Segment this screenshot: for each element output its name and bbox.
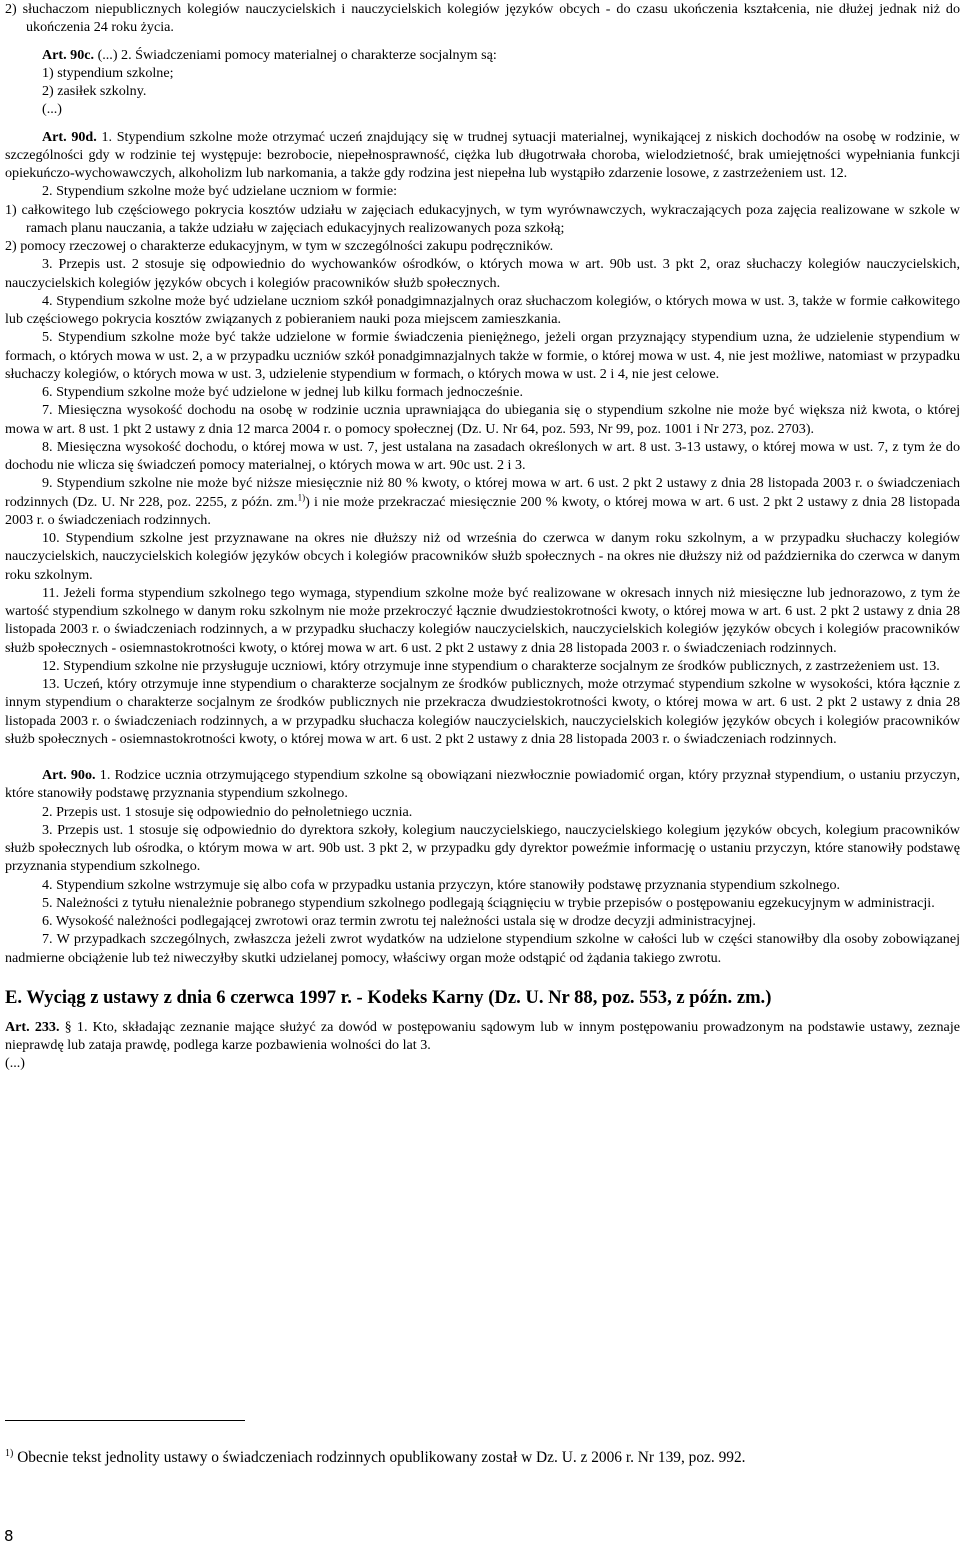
art-90d-paragraph-2-item-1: 1) całkowitego lub częściowego pokrycia kosztów udziału w zajęciach edukacyjnych, w tym wyrównawczych, wykraczających poza zajęcia realizowane w szkole w ramach planu nauczania, a także udziału w zajęciach edukacyjnych realizowanych poza szkołą;: [5, 201, 960, 236]
art-90c-ellipsis: (...): [42, 101, 62, 118]
art-233-ellipsis: (...): [5, 1055, 25, 1072]
art-233-text: § 1. Kto, składając zeznanie mające służyć za dowód w postępowaniu sądowym lub w innym postępowaniu prowadzonym na podstawie ustawy, zeznaje nieprawdę lub zataja prawdę, podlega karze pozbawienia wolności do lat 3.: [5, 1018, 960, 1053]
art-90d-paragraph-3: 3. Przepis ust. 2 stosuje się odpowiednio do wychowanków ośrodków, o których mowa w art. 90b ust. 3 pkt 2, oraz słuchaczy kolegiów nauczycielskich, nauczycielskich kolegiów języków obcych i kolegiów pracowników służb społecznych.: [5, 256, 960, 291]
page-number: 8: [4, 1527, 14, 1545]
art-90c-text: (...) 2. Świadczeniami pomocy materialnej o charakterze socjalnym są:: [94, 46, 497, 63]
intro-item-2: 2) słuchaczom niepublicznych kolegiów nauczycielskich i nauczycielskich kolegiów języków obcych - do czasu ukończenia kształcenia, nie dłużej jednak niż do ukończenia 24 roku życia.: [5, 1, 960, 36]
art-233-paragraph: [5, 1018, 960, 1055]
art-90o-paragraph-6: 6. Wysokość należności podlegającej zwrotowi oraz termin zwrotu tej należności ustala się w drodze decyzji administracyjnej.: [42, 913, 756, 929]
art-90d-paragraph-6: 6. Stypendium szkolne może być udzielone w jednej lub kilku formach jednocześnie.: [42, 384, 524, 400]
art-90o-paragraph-4: 4. Stypendium szkolne wstrzymuje się albo cofa w przypadku ustania przyczyn, które stanowiły podstawę przyznania stypendium szkolnego.: [42, 876, 841, 893]
art-90d-paragraph-1: [5, 128, 960, 183]
art-90d-paragraph-2: 2. Stypendium szkolne może być udzielane uczniom w formie:: [42, 183, 397, 200]
document-body: [5, 0, 960, 1073]
footnote-marker: 1): [5, 1448, 14, 1460]
art-90d-paragraph-7: 7. Miesięczna wysokość dochodu na osobę w rodzinie ucznia uprawniająca do ubiegania się o stypendium szkolne nie może być większa niż kwota, o której mowa w art. 8 ust. 1 pkt 2 ustawy z dnia 12 marca 2004 r. o pomocy społecznej (Dz. U. Nr 64, poz. 593, Nr 99, poz. 1001 i Nr 273, poz. 2703).: [5, 402, 960, 437]
art-90d-paragraph-13: 13. Uczeń, który otrzymuje inne stypendium o charakterze socjalnym ze środków publicznych, może otrzymać stypendium szkolne w wysokości, która łącznie z innym stypendium o charakterze socjalnym ze środków publicznych nie przekracza dwudziestokrotności kwoty, o której mowa w art. 6 ust. 2 pkt 2 ustawy z dnia 28 listopada 2003 r. o świadczeniach rodzinnych, a w przypadku słuchacza kolegiów nauczycielskich, nauczycielskich kolegiów języków obcych i kolegiów pracowników służb społecznych - osiemnastokrotności kwoty, o której mowa w art. 6 ust. 2 pkt 2 ustawy z dnia 28 listopada 2003 r. o świadczeniach rodzinnych.: [5, 676, 960, 747]
art-90c-item-1: 1) stypendium szkolne;: [42, 64, 174, 81]
footnote-text: Obecnie tekst jednolity ustawy o świadczeniach rodzinnych opublikowany został w Dz. U. z 2006 r. Nr 139, poz. 992.: [13, 1449, 746, 1467]
art-90d-paragraph-4: 4. Stypendium szkolne może być udzielane uczniom szkół ponadgimnazjalnych oraz słuchaczom kolegiów, o których mowa w ust. 3, także w formie całkowitego lub częściowego pokrycia kosztów związanych z pobieraniem nauki poza miejscem zamieszkania.: [5, 292, 960, 327]
footnote: [5, 1448, 955, 1468]
art-90d-paragraph-8: 8. Miesięczna wysokość dochodu, o której mowa w ust. 7, jest ustalana na zasadach określonych w art. 8 ust. 3-13 ustawy, o której mowa w ust. 7, z tym że do dochodu nie wlicza się świadczeń pomocy materialnej, o których mowa w art. 90c ust. 2 i 3.: [5, 438, 960, 473]
art-90o-paragraph-5: 5. Należności z tytułu nienależnie pobranego stypendium szkolnego podlegają ściągnięciu w trybie przepisów o postępowaniu egzekucyjnym w administracji.: [42, 894, 935, 911]
art-90d-paragraph-2-item-2: 2) pomocy rzeczowej o charakterze edukacyjnym, w tym w szczególności zakupu podręczników.: [5, 238, 554, 254]
art-90d-paragraph-9: [5, 474, 960, 529]
art-90d-paragraph-9-part-a: 9. Stypendium szkolne nie może być niższe miesięcznie niż 80 % kwoty, o której mowa w art. 6 ust. 2 pkt 2 ustawy z dnia 28 listopada 2003 r. o świadczeniach rodzinnych (Dz. U. Nr 228, poz. 2255, z późn. zm.: [5, 475, 960, 510]
footnote-reference: 1): [297, 491, 306, 502]
art-90c-paragraph: [5, 46, 960, 64]
art-90o-paragraph-3: 3. Przepis ust. 1 stosuje się odpowiednio do dyrektora szkoły, kolegium nauczycielskiego, nauczycielskiego kolegium języków obcych, kolegium pracowników służb społecznych lub ośrodka, o którym mowa w art. 90b ust. 3 pkt 2, w przypadku gdy dyrektor poweźmie informację o ustaniu przyczyn, które stanowiły podstawę przyznania stypendium szkolnego.: [5, 821, 960, 875]
art-90d-paragraph-9-part-b: ) i nie może przekraczać miesięcznie 200 % kwoty, o której mowa w art. 6 ust. 2 pkt 2 ustawy z dnia 28 listopada 2003 r. o świadczeniach rodzinnych.: [5, 493, 960, 528]
footnote-separator: [5, 1420, 245, 1421]
art-90o-heading: Art. 90o.: [42, 767, 96, 783]
art-233-heading: Art. 233.: [5, 1018, 60, 1035]
art-90d-paragraph-12: 12. Stypendium szkolne nie przysługuje uczniowi, który otrzymuje inne stypendium o charakterze socjalnym ze środków publicznych, z zastrzeżeniem ust. 13.: [42, 657, 940, 674]
section-e-heading: E. Wyciąg z ustawy z dnia 6 czerwca 1997 r. - Kodeks Karny (Dz. U. Nr 88, poz. 553, z późn. zm.): [5, 986, 772, 1008]
art-90d-paragraph-5: 5. Stypendium szkolne może być także udzielone w formie świadczenia pieniężnego, jeżeli organ przyznający stypendium uzna, że udzielenie stypendium w formach, o których mowa w ust. 2, a w przypadku uczniów szkół ponadgimnazjalnych także w formie, o której mowa w ust. 4, nie jest możliwe, natomiast w przypadku słuchaczy kolegiów, o których mowa w ust. 3, udzielenie stypendium w formach, o których mowa w ust. 2 i 4, nie jest celowe.: [5, 329, 960, 382]
art-90o-paragraph-1: [5, 766, 960, 803]
art-90o-text-1: 1. Rodzice ucznia otrzymującego stypendium szkolne są obowiązani niezwłocznie powiadomić organ, który przyznał stypendium, o ustaniu przyczyn, które stanowiły podstawę przyznania stypendium szkolnego.: [5, 767, 960, 802]
art-90o-paragraph-2: 2. Przepis ust. 1 stosuje się odpowiednio do pełnoletniego ucznia.: [42, 803, 413, 820]
art-90d-text-1: 1. Stypendium szkolne może otrzymać uczeń znajdujący się w trudnej sytuacji materialnej, wynikającej z niskich dochodów na osobę w rodzinie, w szczególności gdy w rodzinie tej występuje: bezrobocie, niepełnosprawność, ciężka lub długotrwała choroba, wielodzietność, brak umiejętności wypełniania funkcji opiekuńczo-wychowawczych, alkoholizm lub narkomania, a także gdy rodzina jest niepełna lub wystąpiło zdarzenie losowe, z zastrzeżeniem ust. 12.: [5, 128, 960, 181]
art-90o-paragraph-7: 7. W przypadkach szczególnych, zwłaszcza jeżeli zwrot wydatków na udzielone stypendium szkolne w całości lub w części stanowiłby dla osoby zobowiązanej nadmierne obciążenie lub też niweczyłby skutki udzielanej pomocy, właściwy organ może odstąpić od żądania takiego zwrotu.: [5, 931, 960, 966]
art-90c-heading: Art. 90c.: [42, 46, 95, 63]
art-90d-heading: Art. 90d.: [42, 128, 97, 145]
art-90c-item-2: 2) zasiłek szkolny.: [42, 83, 147, 99]
art-90d-paragraph-10: 10. Stypendium szkolne jest przyznawane na okres nie dłuższy niż od września do czerwca w danym roku szkolnym, a w przypadku słuchaczy kolegiów nauczycielskich, nauczycielskich kolegiów języków obcych i kolegiów pracowników służb społecznych - na okres nie dłuższy niż od października do czerwca w danym roku szkolnym.: [5, 530, 960, 583]
art-90d-paragraph-11: 11. Jeżeli forma stypendium szkolnego tego wymaga, stypendium szkolne może być realizowane w okresach innych niż miesięczne lub jednorazowo, z tym że wartość stypendium szkolnego w danym roku szkolnym nie może przekroczyć łącznie dwudziestokrotności kwoty, o której mowa w art. 6 ust. 2 pkt 2 ustawy z dnia 28 listopada 2003 r. o świadczeniach rodzinnych, a w przypadku słuchaczy kolegiów nauczycielskich, nauczycielskich kolegiów języków obcych i kolegiów pracowników służb społecznych - osiemnastokrotności kwoty, o której mowa w art. 6 ust. 2 pkt 2 ustawy z dnia 28 listopada 2003 r. o świadczeniach rodzinnych.: [5, 584, 960, 656]
